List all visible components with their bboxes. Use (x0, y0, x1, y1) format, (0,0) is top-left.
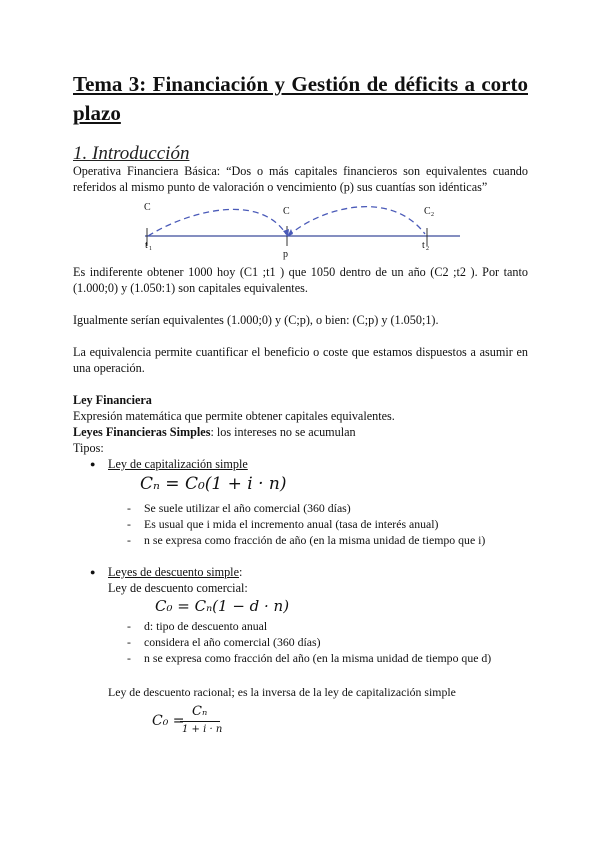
label-c: C (283, 206, 290, 217)
label-c1: C (144, 202, 151, 213)
leyes-simples-text: : los intereses no se acumulan (210, 425, 356, 439)
descuento-simple-label: Leyes de descuento simple (108, 565, 239, 579)
arc-capitalization (148, 209, 286, 236)
ley-financiera-heading: Ley Financiera (73, 393, 152, 407)
capitalizacion-item: Es usual que i mida el incremento anual (tasa de interés anual) (144, 517, 439, 531)
racional-lhs: C₀ = (152, 713, 185, 729)
racional-denominator: 1 + i · n (182, 724, 223, 735)
descuento-racional-label: Ley de descuento racional; es la inversa de la ley de capitalización simple (108, 685, 456, 699)
label-p: p (283, 249, 288, 260)
capitalizacion-item: n se expresa como fracción de año (en la misma unidad de tiempo que i) (144, 533, 486, 547)
capitalizacion-simple-label: Ley de capitalización simple (108, 457, 248, 471)
tipos-label: Tipos: (73, 441, 104, 455)
paragraph-equivalencia: La equivalencia permite cuantificar el beneficio o coste que estamos dispuestos a asumir en una operación. (73, 345, 528, 375)
racional-numerator: Cₙ (192, 704, 208, 719)
descuento-item: n se expresa como fracción del año (en la misma unidad de tiempo que d) (144, 651, 492, 665)
fraction-bar (180, 721, 220, 722)
descuento-item: d: tipo de descuento anual (144, 619, 268, 633)
dash-icon: - (127, 619, 131, 633)
dash-icon: - (127, 533, 131, 547)
paragraph-indiferente: Es indiferente obtener 1000 hoy (C1 ;t1 ) que 1050 dentro de un año (C2 ;t2 ). Por tanto (1.000;0) y (1.050:1) son capitales equivalentes. (73, 265, 528, 295)
descuento-simple-line (108, 564, 242, 580)
dash-icon: - (127, 501, 131, 515)
descuento-item: considera el año comercial (360 días) (144, 635, 321, 649)
arc-discount (288, 207, 425, 236)
label-c2-sub: 2 (431, 212, 434, 218)
ley-financiera-definition: Expresión matemática que permite obtener capitales equivalentes. (73, 409, 395, 423)
label-c2: C (424, 206, 431, 217)
label-t1-sub: 1 (149, 246, 152, 252)
section-heading: 1. Introducción (73, 143, 190, 164)
capitalizacion-formula: Cₙ = C₀(1 + i · n) (140, 474, 287, 494)
label-t2-sub: 2 (426, 246, 429, 252)
descuento-comercial-label: Ley de descuento comercial: (108, 581, 248, 595)
descuento-simple-suffix: : (238, 565, 243, 579)
dash-icon: - (127, 635, 131, 649)
paragraph-igualmente: Igualmente serían equivalentes (1.000;0) y (C;p), o bien: (C;p) y (1.050;1). (73, 313, 439, 327)
dash-icon: - (127, 651, 131, 665)
equivalence-diagram (140, 198, 465, 262)
label-t1: t (145, 240, 148, 251)
bullet-dot-icon: ● (90, 567, 96, 577)
capitalizacion-item: Se suele utilizar el año comercial (360 días) (144, 501, 351, 515)
page-title: Tema 3: Financiación y Gestión de déficits a corto plazo (73, 72, 528, 125)
intro-paragraph: Operativa Financiera Básica: “Dos o más capitales financieros son equivalentes cuando referidos al mismo punto de valoración o vencimiento (p) sus cuantías son idénticas” (73, 164, 528, 194)
descuento-comercial-formula: C₀ = Cₙ(1 − d · n) (155, 597, 290, 615)
label-t2: t (422, 240, 425, 251)
dash-icon: - (127, 517, 131, 531)
leyes-simples-label: Leyes Financieras Simples (73, 425, 211, 439)
leyes-simples-line (73, 424, 528, 440)
bullet-dot-icon: ● (90, 459, 96, 469)
